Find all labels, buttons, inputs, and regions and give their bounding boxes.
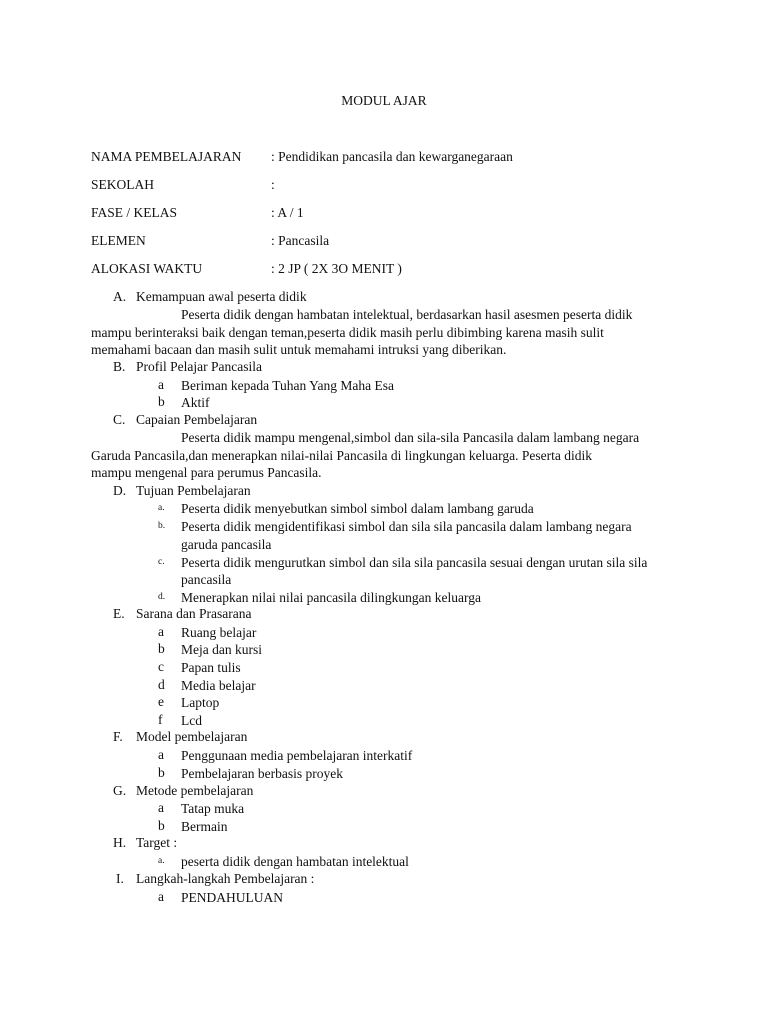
list-marker: b: [158, 394, 165, 409]
paragraph-line: memahami bacaan dan masih sulit untuk memahami intruksi yang diberikan.: [91, 342, 507, 357]
list-item-text: Beriman kepada Tuhan Yang Maha Esa: [181, 378, 394, 393]
list-item: [0, 800, 768, 818]
list-item-text: Papan tulis: [181, 660, 241, 675]
section-title: Target :: [136, 835, 178, 850]
section-letter: I.: [116, 871, 124, 886]
list-item: [0, 747, 768, 765]
list-item: [0, 554, 768, 572]
list-marker: a: [158, 800, 164, 815]
list-item: [0, 818, 768, 836]
list-item: [0, 712, 768, 730]
section-title: Model pembelajaran: [136, 729, 248, 744]
list-item-text: Peserta didik mengidentifikasi simbol dan sila sila pancasila dalam lambang negara: [181, 519, 632, 534]
list-item-text: Meja dan kursi: [181, 642, 262, 657]
meta-value: : A / 1: [271, 205, 304, 220]
list-item-text: Media belajar: [181, 678, 256, 693]
list-marker: a: [158, 747, 164, 762]
list-item-text: Laptop: [181, 695, 220, 710]
section-letter: A.: [113, 289, 127, 304]
document-title: MODUL AJAR: [341, 93, 427, 108]
meta-value: : Pancasila: [271, 233, 330, 248]
list-item-text: Penggunaan media pembelajaran interkatif: [181, 748, 413, 763]
section-letter: D.: [113, 483, 127, 498]
meta-value: : Pendidikan pancasila dan kewarganegaraan: [271, 149, 513, 164]
list-item-text: Pembelajaran berbasis proyek: [181, 766, 343, 781]
list-item-continuation: [0, 571, 768, 589]
list-item-text: pancasila: [181, 572, 232, 587]
list-marker: d.: [158, 592, 166, 602]
section-title: Capaian Pembelajaran: [136, 412, 258, 427]
meta-key: NAMA PEMBELAJARAN: [91, 149, 242, 164]
list-item: [0, 694, 768, 712]
list-item-text: PENDAHULUAN: [181, 890, 283, 905]
list-item: [0, 659, 768, 677]
meta-key: ELEMEN: [91, 233, 146, 248]
section-letter: H.: [113, 835, 127, 850]
list-marker: a.: [158, 856, 165, 866]
meta-row: [91, 177, 691, 195]
list-item: [0, 377, 768, 395]
list-marker: a: [158, 377, 164, 392]
list-item: [0, 889, 768, 907]
section-paragraph: [91, 429, 676, 482]
meta-value: : 2 JP ( 2X 3O MENIT ): [271, 261, 402, 276]
section-title: Tujuan Pembelajaran: [136, 483, 251, 498]
list-marker: a: [158, 624, 164, 639]
paragraph-line: mampu mengenal para perumus Pancasila.: [91, 465, 322, 480]
list-item-text: Peserta didik mengurutkan simbol dan sila sila pancasila sesuai dengan urutan sila sila: [181, 555, 648, 570]
list-item: [0, 677, 768, 695]
section-letter: E.: [113, 606, 125, 621]
list-marker: e: [158, 694, 164, 709]
section-letter: G.: [113, 783, 127, 798]
meta-key: ALOKASI WAKTU: [91, 261, 203, 276]
list-item-text: Lcd: [181, 713, 202, 728]
paragraph-line: Peserta didik dengan hambatan intelektual, berdasarkan hasil asesmen peserta didik: [181, 307, 633, 322]
list-marker: b.: [158, 521, 166, 531]
section-paragraph: [91, 306, 676, 359]
list-item-text: Aktif: [181, 395, 210, 410]
list-item: [0, 589, 768, 607]
section-title: Langkah-langkah Pembelajaran :: [136, 871, 315, 886]
meta-key: SEKOLAH: [91, 177, 154, 192]
meta-row: [91, 149, 691, 167]
section-letter: B.: [113, 359, 126, 374]
list-item: [0, 765, 768, 783]
section-title: Profil Pelajar Pancasila: [136, 359, 262, 374]
paragraph-line: mampu berinteraksi baik dengan teman,peserta didik masih perlu dibimbing karena masih sulit: [91, 324, 604, 340]
list-item-text: Bermain: [181, 819, 228, 834]
section-letter: C.: [113, 412, 126, 427]
list-marker: a.: [158, 503, 165, 513]
list-item-text: peserta didik dengan hambatan intelektual: [181, 854, 409, 869]
meta-key: FASE / KELAS: [91, 205, 178, 220]
paragraph-line: Garuda Pancasila,dan menerapkan nilai-nilai Pancasila di lingkungan keluarga. Peserta didik: [91, 447, 592, 463]
list-item-text: Peserta didik menyebutkan simbol simbol dalam lambang garuda: [181, 501, 534, 516]
section-title: Metode pembelajaran: [136, 783, 254, 798]
list-marker: d: [158, 677, 165, 692]
list-item-continuation: [0, 536, 768, 554]
list-item: [0, 853, 768, 871]
list-marker: c: [158, 659, 164, 674]
meta-value: :: [271, 177, 275, 192]
list-marker: f: [158, 712, 163, 727]
meta-row: [91, 233, 691, 251]
meta-row: [91, 261, 691, 279]
list-item: [0, 518, 768, 536]
list-item: [0, 624, 768, 642]
list-marker: b: [158, 765, 165, 780]
list-item-text: garuda pancasila: [181, 537, 272, 552]
list-marker: c.: [158, 557, 165, 567]
list-item-text: Menerapkan nilai nilai pancasila dilingkungan keluarga: [181, 590, 482, 605]
section-title: Kemampuan awal peserta didik: [136, 289, 307, 304]
section-letter: F.: [113, 729, 123, 744]
list-item: [0, 394, 768, 412]
list-item-text: Ruang belajar: [181, 625, 257, 640]
list-item: [0, 500, 768, 518]
meta-row: [91, 205, 691, 223]
list-item: [0, 641, 768, 659]
list-item-text: Tatap muka: [181, 801, 245, 816]
paragraph-line: Peserta didik mampu mengenal,simbol dan sila-sila Pancasila dalam lambang negara: [181, 430, 640, 445]
list-marker: b: [158, 641, 165, 656]
section-title: Sarana dan Prasarana: [136, 606, 252, 621]
list-marker: b: [158, 818, 165, 833]
list-marker: a: [158, 889, 164, 904]
